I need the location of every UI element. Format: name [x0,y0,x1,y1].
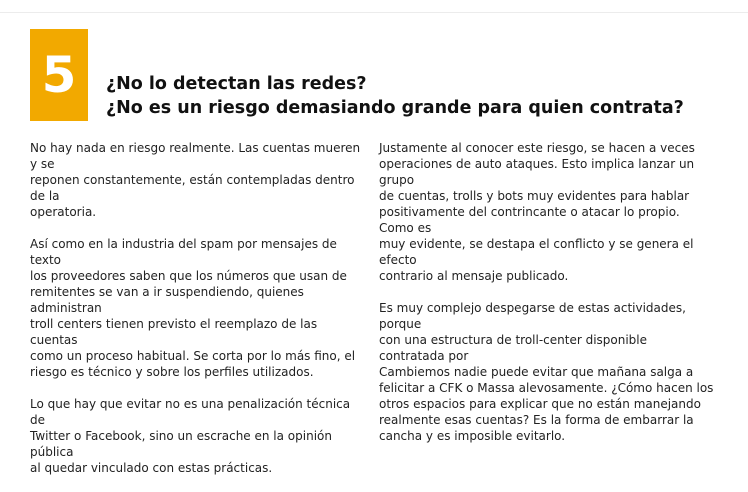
left-paragraph-3: Lo que hay que evitar no es una penalización técnica de Twitter o Facebook, sino un escrache en la opinión pública al quedar vinculado con estas prácticas. [30,397,351,475]
right-column [379,140,714,460]
left-column [30,140,365,492]
top-divider [0,12,748,13]
section-number: 5 [41,46,77,104]
section-number-badge [30,29,88,121]
heading-line-2: ¿No es un riesgo demasiando grande para quien contrata? [106,98,684,118]
left-paragraph-1: No hay nada en riesgo realmente. Las cuentas mueren y se reponen constantemente, están contempladas dentro de la operatoria. [30,141,361,219]
right-paragraph-2: Es muy complejo despegarse de estas actividades, porque con una estructura de troll-center disponible contratada por Cambiemos nadie puede evitar que mañana salga a felicitar a CFK o Massa alevosamente. ¿Cómo hacen los otros espacios para explicar que no están manejando realmente esas cuentas? Es la forma de embarrar la cancha y es imposible evitarlo. [379,301,714,443]
right-paragraph-1: Justamente al conocer este riesgo, se hacen a veces operaciones de auto ataques. Esto implica lanzar un grupo de cuentas, trolls y bots muy evidentes para hablar positivamente del contrincante o atacar lo propio. Como es muy evidente, se destapa el conflicto y se genera el efecto contrario al mensaje publicado. [379,141,695,283]
left-paragraph-2: Así como en la industria del spam por mensajes de texto los proveedores saben que los números que usan de remitentes se van a ir suspendiendo, quienes administran troll centers tienen previsto el reemplazo de las cuentas como un proceso habitual. Se corta por lo más fino, el riesgo es técnico y sobre los perfiles utilizados. [30,237,356,379]
heading-line-1: ¿No lo detectan las redes? [106,74,367,94]
section-heading [106,72,726,120]
